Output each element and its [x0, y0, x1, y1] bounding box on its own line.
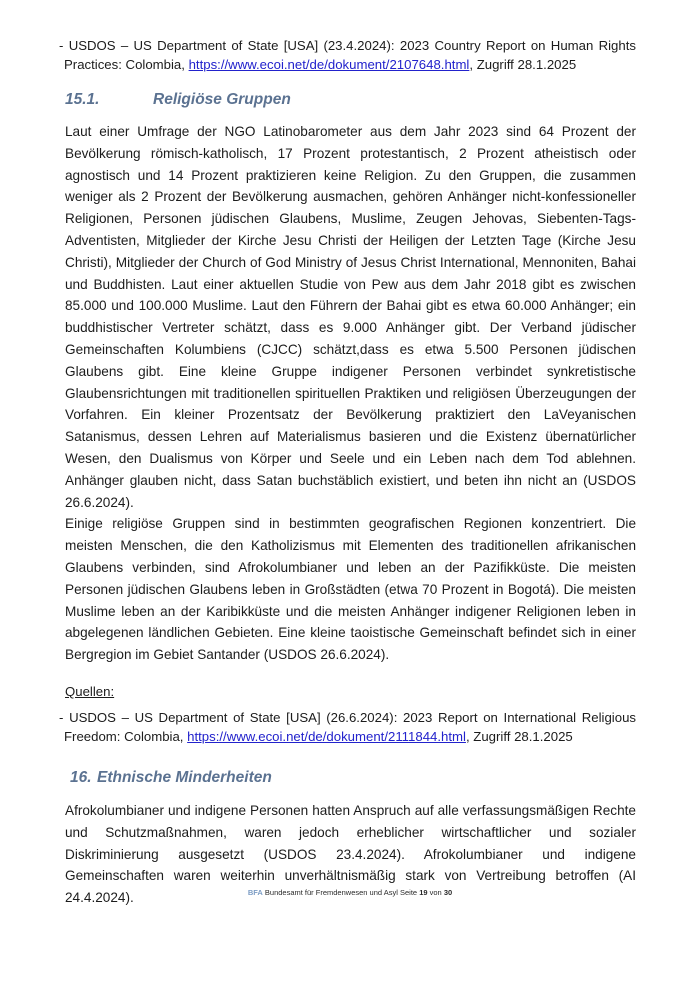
- citation-bullet: -: [59, 38, 64, 53]
- section-number-16: 16.: [70, 768, 92, 786]
- citation-text-before-link: USDOS – US Department of State [USA] (23.4.2024): 2023 Country Report on Human Rights Practices: Colombia,: [64, 38, 636, 72]
- footer-org-text: Bundesamt für Fremdenwesen und Asyl: [264, 888, 398, 897]
- source-citation-usdos-religious-freedom: [59, 708, 636, 746]
- sources-label: Quellen:: [65, 683, 115, 699]
- bfa-logo: BFA: [247, 888, 263, 897]
- section-number-15-1: 15.1.: [65, 91, 100, 108]
- source-citation-usdos-country-report: [59, 36, 636, 74]
- section-title-religioese-gruppen: Religiöse Gruppen: [153, 91, 291, 108]
- paragraph-religion-survey: Laut einer Umfrage der NGO Latinobarometer aus dem Jahr 2023 sind 64 Prozent der Bevölkerung römisch-katholisch, 17 Prozent protestantisch, 2 Prozent atheistisch oder agnostisch und 14 Prozent praktizieren keine Religion. Zu den Gruppen, die zusammen weniger als 2 Prozent der Bevölkerung ausmachen, gehören Anhänger nicht-konfessioneller Religionen, Personen jüdischen Glaubens, Muslime, Zeugen Jehovas, Siebenten-Tags-Adventisten, Mitglieder der Kirche Jesu Christi der Heiligen der Letzten Tage (Kirche Jesu Christi), Mitglieder der Church of God Ministry of Jesus Christ International, Mennoniten, Bahai und Buddhisten. Laut einer aktuellen Studie von Pew aus dem Jahr 2018 gibt es zwischen 85.000 und 100.000 Muslime. Laut den Führern der Bahai gibt es etwa 60.000 Anhänger; ein buddhistischer Vertreter schätzt, dass es 9.000 Anhänger gibt. Der Verband jüdischer Gemeinschaften Kolumbiens (CJCC) schätzt,dass es etwa 5.500 Personen jüdischen Glaubens gibt. Eine kleine Gruppe indigener Personen verbindet synkretistische Glaubensrichtungen mit traditionellen spirituellen Praktiken und religiösen Überzeugungen der Vorfahren. Ein kleiner Prozentsatz der Bevölkerung praktiziert den LaVeyanischen Satanismus, dessen Lehren auf Materialismus basieren und die Existenz übernatürlicher Wesen, den Dualismus von Körper und Seele und ein Leben nach dem Tod ablehnen. Anhänger glauben nicht, dass Satan buchstäblich existiert, und beten ihn nicht an (USDOS 26.6.2024).: [65, 124, 636, 510]
- section-title-ethnische-minderheiten: Ethnische Minderheiten: [97, 768, 272, 786]
- citation-text-after-link: , Zugriff 28.1.2025: [465, 728, 573, 744]
- ecoi-link-2111844[interactable]: https://www.ecoi.net/de/dokument/2111844.html: [187, 728, 466, 744]
- footer-page-label: Seite: [400, 888, 418, 897]
- footer-page-current: 19: [419, 888, 428, 897]
- citation-text-before-link: USDOS – US Department of State [USA] (26.6.2024): 2023 Report on International Religious Freedom: Colombia,: [64, 709, 636, 744]
- paragraph-ethnic-minorities: Afrokolumbianer und indigene Personen hatten Anspruch auf alle verfassungsmäßigen Rechte und Schutzmaßnahmen, waren jedoch erheblicher wirtschaftlicher und sozialer Diskriminierung ausgesetzt (USDOS 23.4.2024). Afrokolumbianer und indigene Gemeinschaften waren weiterhin unverhältnismäßig stark von Vertreibung betroffen (AI 24.4.2024).: [65, 802, 636, 906]
- ecoi-link-2107648[interactable]: https://www.ecoi.net/de/dokument/2107648.html: [188, 57, 470, 72]
- section-heading-ethnische-minderheiten: [65, 768, 636, 787]
- page-footer: [0, 888, 700, 898]
- section-heading-religioese-gruppen: [65, 90, 636, 109]
- paragraph-religion-regions: Einige religiöse Gruppen sind in bestimmten geografischen Regionen konzentriert. Die meisten Menschen, die den Katholizismus mit Elementen des traditionellen afrikanischen Glaubens verbinden, sind Afrokolumbianer und leben an der Pazifikküste. Die meisten Personen jüdischen Glaubens leben in Großstädten (etwa 70 Prozent in Bogotá). Die meisten Muslime leben an der Karibikküste und die meisten Anhänger indigener Religionen leben in abgelegenen ländlichen Gebieten. Eine kleine taoistische Gemeinschaft befindet sich in einer Bergregion im Gebiet Santander (USDOS 26.6.2024).: [65, 516, 636, 663]
- page-content: [59, 36, 636, 909]
- footer-page-total: 30: [443, 888, 453, 897]
- citation-bullet: -: [59, 709, 64, 725]
- citation-text-after-link: , Zugriff 28.1.2025: [469, 57, 577, 72]
- footer-von-label: von: [429, 888, 442, 897]
